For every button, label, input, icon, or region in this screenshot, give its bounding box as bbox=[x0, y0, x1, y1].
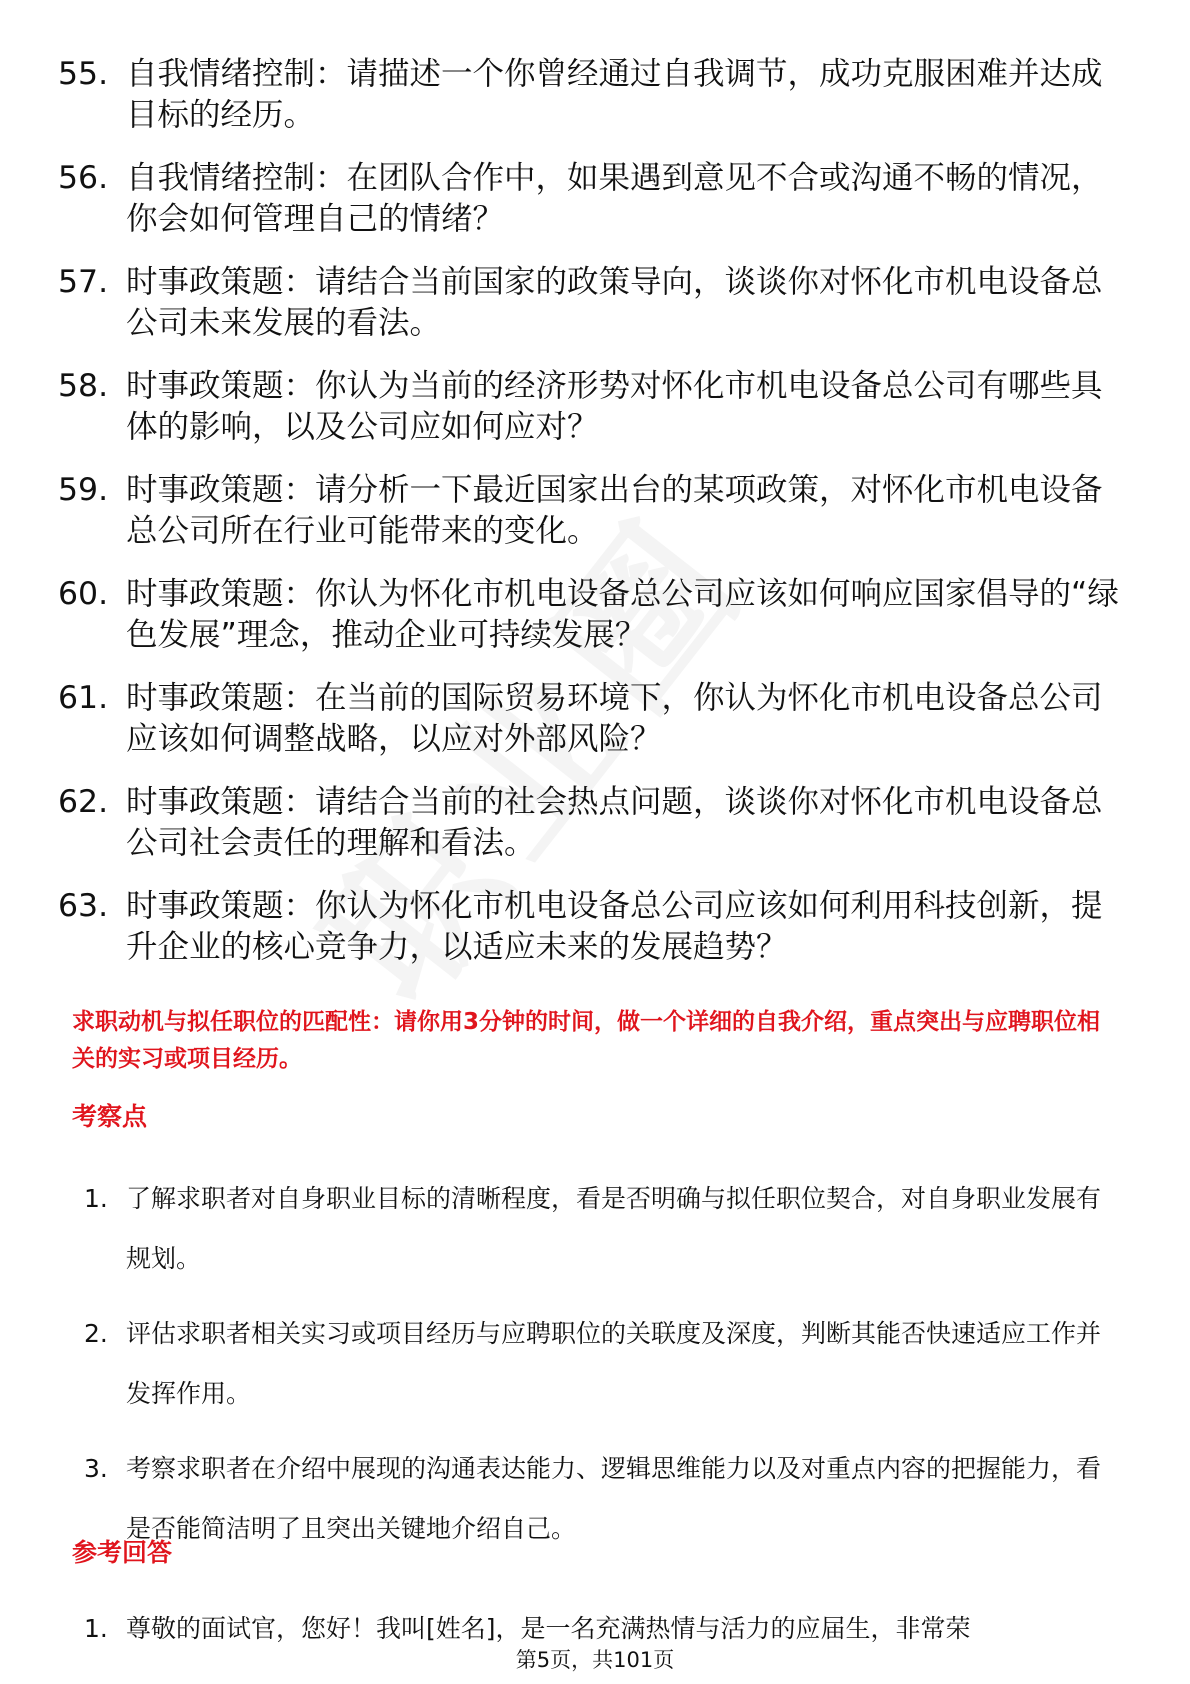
list-item bbox=[84, 1169, 1124, 1289]
question-item bbox=[58, 782, 1128, 864]
question-text: 时事政策题：请结合当前的社会热点问题，谈谈你对怀化市机电设备总公司社会责任的理解和看法。 bbox=[126, 784, 1103, 861]
question-item bbox=[58, 54, 1128, 136]
question-text: 时事政策题：请结合当前国家的政策导向，谈谈你对怀化市机电设备总公司未来发展的看法。 bbox=[126, 264, 1103, 341]
reference-answer-first-line bbox=[84, 1614, 1124, 1644]
question-item bbox=[58, 262, 1128, 344]
list-item-number: 2. bbox=[84, 1319, 108, 1348]
question-text: 时事政策题：你认为当前的经济形势对怀化市机电设备总公司有哪些具体的影响，以及公司应如何应对？ bbox=[126, 368, 1103, 445]
question-text: 时事政策题：你认为怀化市机电设备总公司应该如何响应国家倡导的“绿色发展”理念，推动企业可持续发展？ bbox=[126, 576, 1119, 653]
question-item bbox=[58, 574, 1128, 656]
question-text: 时事政策题：请分析一下最近国家出台的某项政策，对怀化市机电设备总公司所在行业可能带来的变化。 bbox=[126, 472, 1103, 549]
question-item bbox=[58, 470, 1128, 552]
question-text: 自我情绪控制：请描述一个你曾经通过自我调节，成功克服困难并达成目标的经历。 bbox=[126, 56, 1103, 133]
question-number: 55. bbox=[58, 56, 109, 92]
question-item bbox=[58, 366, 1128, 448]
question-number: 60. bbox=[58, 576, 109, 612]
evaluation-points-list bbox=[84, 1169, 1124, 1574]
page-number-footer: 第5页，共101页 bbox=[0, 1645, 1190, 1675]
section-heading-reference-answer: 参考回答 bbox=[72, 1538, 173, 1567]
question-item bbox=[58, 886, 1128, 968]
highlight-question: 求职动机与拟任职位的匹配性：请你用3分钟的时间，做一个详细的自我介绍，重点突出与应聘职位相关的实习或项目经历。 bbox=[72, 1009, 1101, 1072]
question-item bbox=[58, 158, 1128, 240]
answer-text: 尊敬的面试官，您好！我叫[姓名]，是一名充满热情与活力的应届生，非常荣 bbox=[126, 1614, 971, 1643]
question-text: 时事政策题：你认为怀化市机电设备总公司应该如何利用科技创新，提升企业的核心竞争力，以适应未来的发展趋势？ bbox=[126, 888, 1103, 965]
list-item bbox=[84, 1439, 1124, 1559]
question-number: 61. bbox=[58, 680, 109, 716]
list-item-text: 考察求职者在介绍中展现的沟通表达能力、逻辑思维能力以及对重点内容的把握能力，看是否能简洁明了且突出关键地介绍自己。 bbox=[126, 1454, 1102, 1543]
section-heading-evaluation-points: 考察点 bbox=[72, 1102, 148, 1131]
list-item-text: 了解求职者对自身职业目标的清晰程度，看是否明确与拟任职位契合，对自身职业发展有规划。 bbox=[126, 1184, 1102, 1273]
question-text: 自我情绪控制：在团队合作中，如果遇到意见不合或沟通不畅的情况，你会如何管理自己的情绪？ bbox=[126, 160, 1103, 237]
question-list bbox=[58, 54, 1128, 990]
list-item bbox=[84, 1304, 1124, 1424]
question-number: 57. bbox=[58, 264, 109, 300]
question-number: 59. bbox=[58, 472, 109, 508]
answer-number: 1. bbox=[84, 1614, 108, 1643]
question-number: 58. bbox=[58, 368, 109, 404]
question-item bbox=[58, 678, 1128, 760]
question-text: 时事政策题：在当前的国际贸易环境下，你认为怀化市机电设备总公司应该如何调整战略，以应对外部风险？ bbox=[126, 680, 1103, 757]
question-number: 63. bbox=[58, 888, 109, 924]
list-item-number: 3. bbox=[84, 1454, 108, 1483]
question-number: 56. bbox=[58, 160, 109, 196]
question-number: 62. bbox=[58, 784, 109, 820]
list-item-number: 1. bbox=[84, 1184, 108, 1213]
list-item-text: 评估求职者相关实习或项目经历与应聘职位的关联度及深度，判断其能否快速适应工作并发挥作用。 bbox=[126, 1319, 1102, 1408]
